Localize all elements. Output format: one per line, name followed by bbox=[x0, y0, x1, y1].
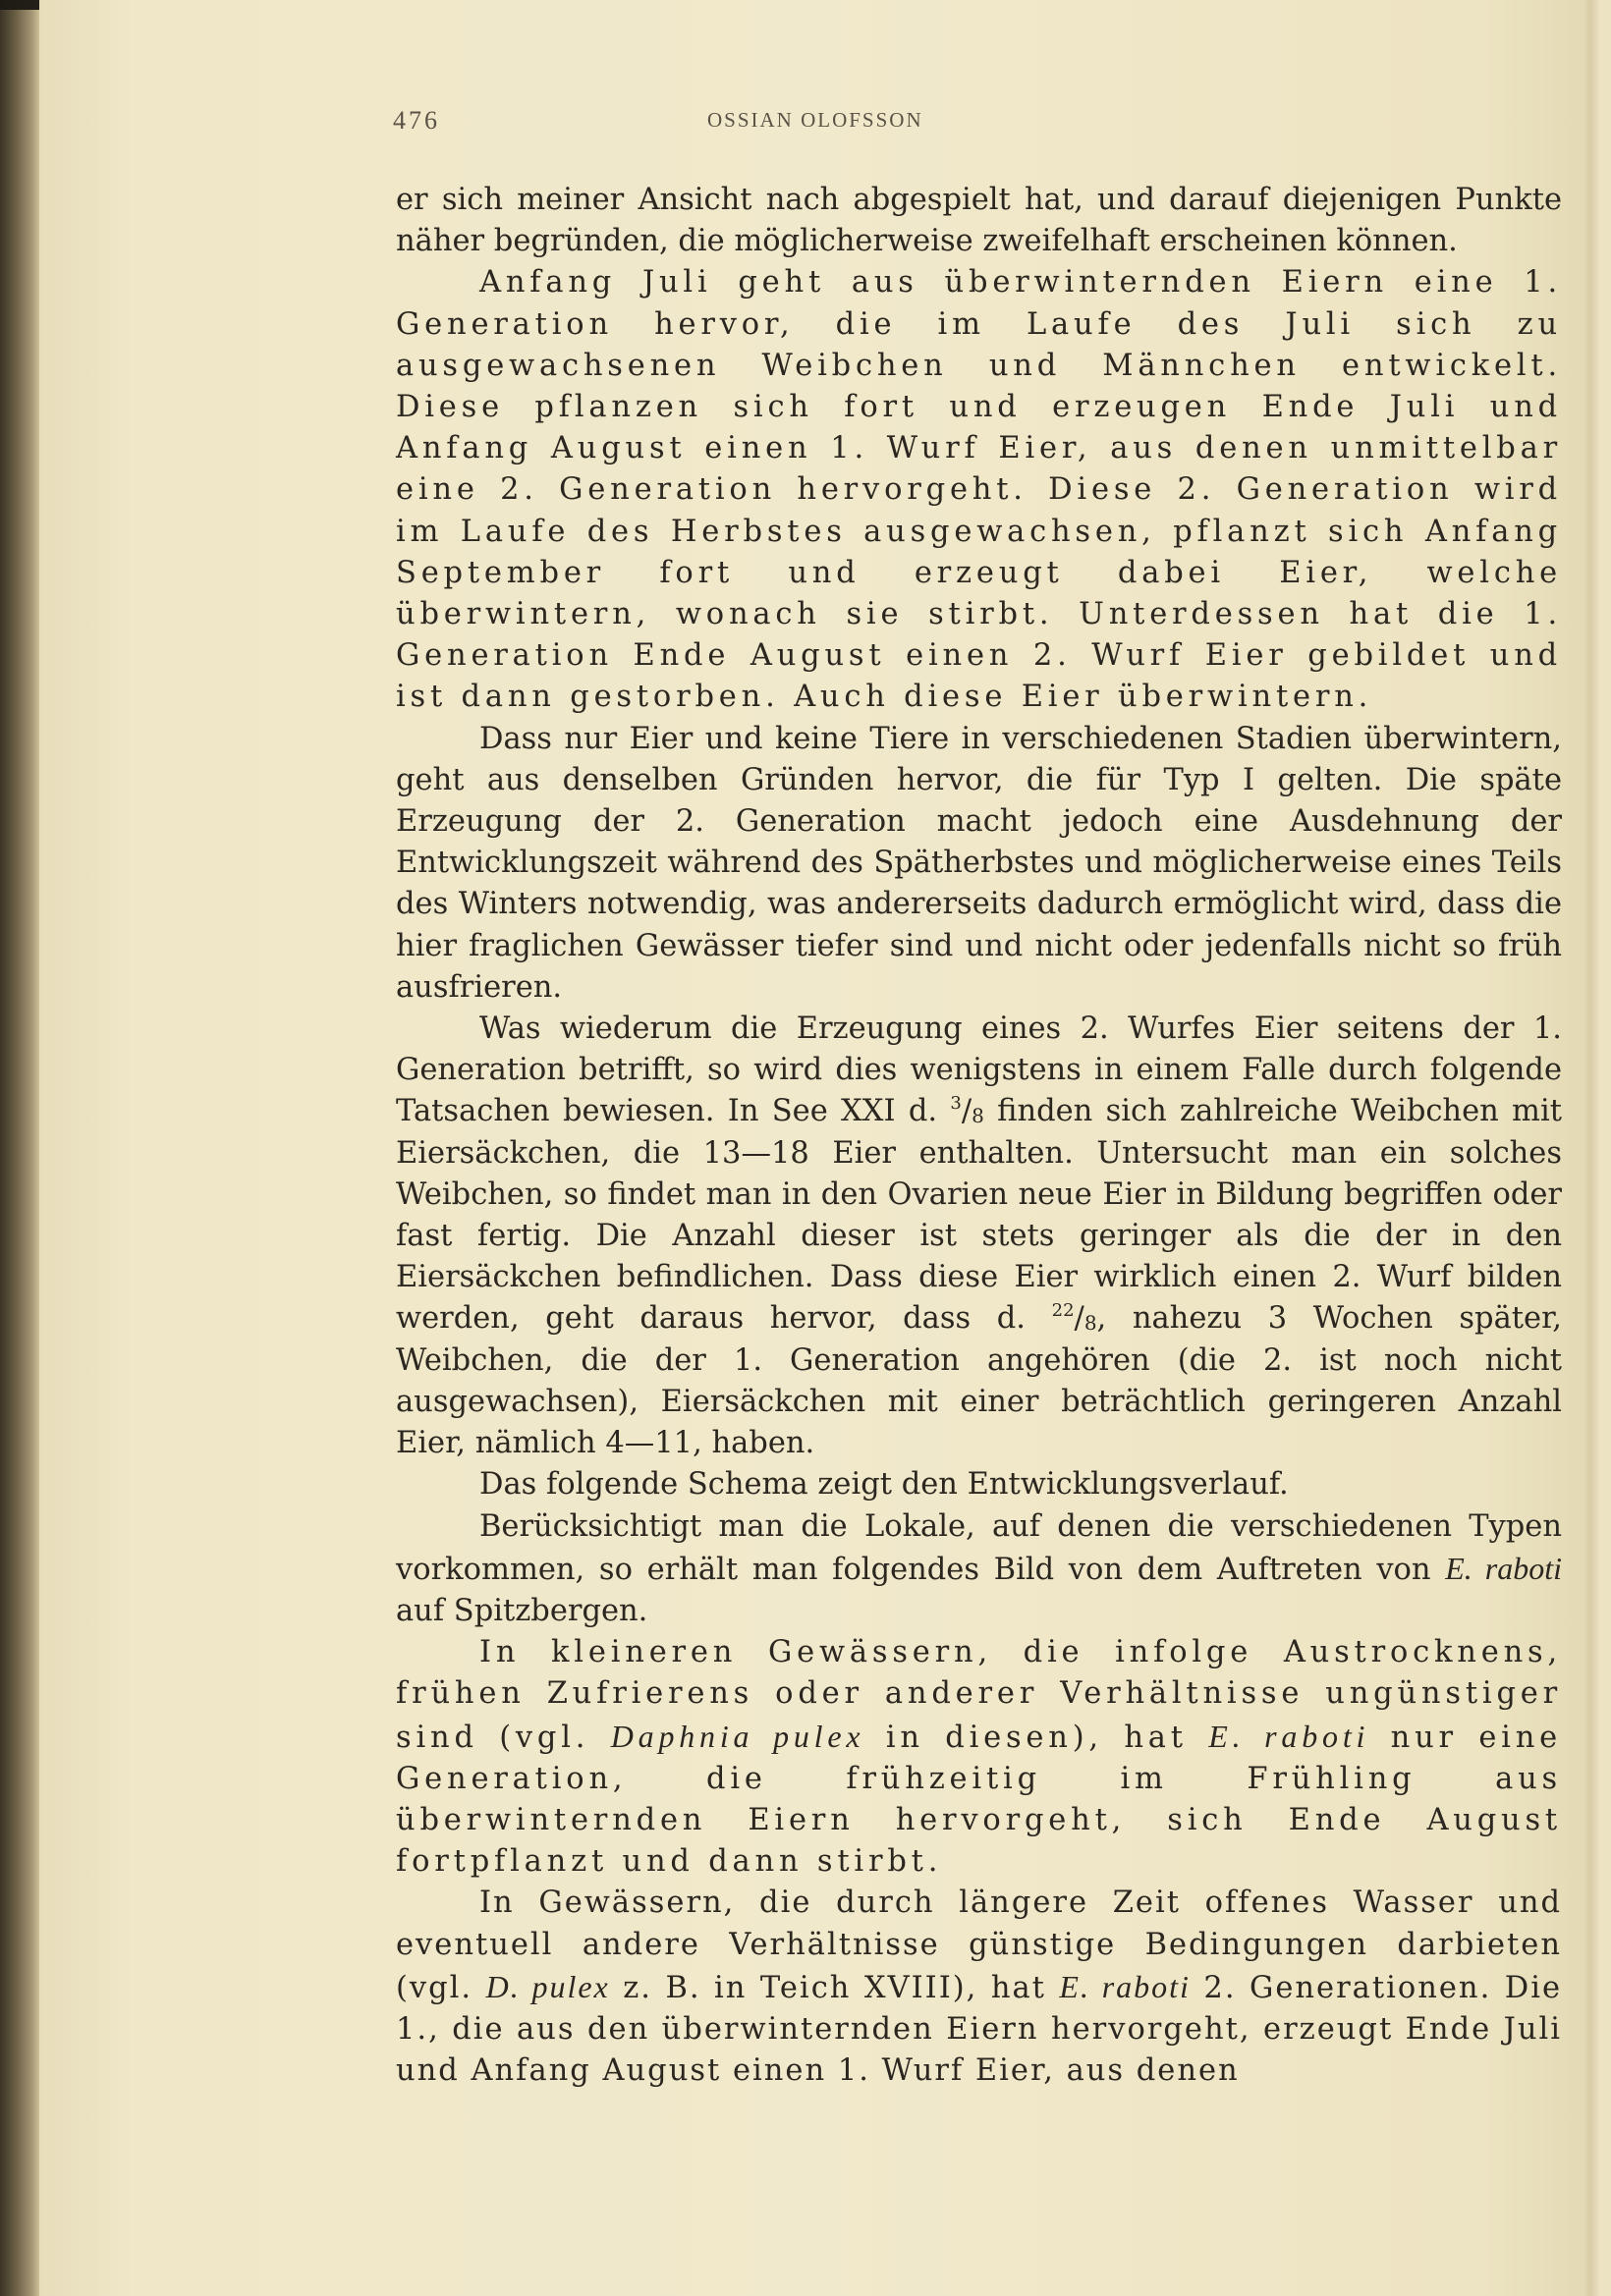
paragraph-7-part-b: in diesen), hat bbox=[885, 1720, 1188, 1755]
paragraph-8-part-b: z. B. in Teich XVIII), hat bbox=[623, 1970, 1046, 2005]
paragraph-8 bbox=[396, 1883, 1562, 2092]
paragraph-7-part-c: nur eine Generation, die frühzeitig im Frühling aus überwinternden Eiern hervorgeht, sich Ende August fortpflanzt und dann stirbt. bbox=[396, 1720, 1563, 1880]
species-name: Daphnia pulex bbox=[610, 1718, 865, 1754]
running-head: OSSIAN OLOFSSON bbox=[707, 108, 923, 132]
paragraph-4: Was wiederum die Erzeugung eines 2. Wurfes Eier seitens der 1. Generation betrifft, so wird dies wenigstens in einem Falle durch folgende Tatsachen bewiesen. In See XXI d. $^3/_8$ finden sich zahlreiche Weibchen mit Eiersäckchen, die 13—18 Eier enthalten. Untersucht man ein solches Weibchen, so findet man in den Ovarien neue Eier in Bildung begriffen oder fast fertig. Die Anzahl dieser ist stets geringer als die der in den Eiersäckchen befindlichen. Dass diese Eier wirklich einen 2. Wurf bilden werden, geht daraus hervor, dass d. $^{22}/_8$, nahezu 3 Wochen später, Weibchen, die der 1. Generation angehören (die 2. ist noch nicht ausgewachsen), Eiersäckchen mit einer beträchtlich geringeren Anzahl Eier, nämlich 4—11, haben. bbox=[396, 1011, 1562, 1461]
paragraph-1: er sich meiner Ansicht nach abgespielt hat, und darauf diejenigen Punkte näher begründen, die möglicherweise zweifelhaft erscheinen können. bbox=[396, 183, 1562, 259]
species-name: E. raboti bbox=[1059, 1968, 1191, 2004]
paragraph-8-part-c: 2. Generationen. Die 1., die aus den überwinternden Eiern hervorgeht, erzeugt Ende Juli und Anfang August einen 1. Wurf Eier, aus denen bbox=[396, 1970, 1562, 2089]
paragraph-6 bbox=[396, 1506, 1562, 1633]
paragraph-4-part-c: , nahezu 3 Wochen später, Weibchen, die der 1. Generation angehören (die 2. ist noch nicht ausgewachsen), Eiersäckchen mit einer beträchtlich geringeren Anzahl Eier, nämlich 4—11, haben. bbox=[396, 1301, 1562, 1461]
page-number: 476 bbox=[393, 106, 440, 135]
date-1-denominator: 8 bbox=[972, 1104, 984, 1128]
body-text bbox=[396, 180, 1562, 2092]
page-header bbox=[393, 106, 1179, 145]
species-name: E. raboti bbox=[1445, 1550, 1563, 1586]
paragraph-2: Anfang Juli geht aus überwinternden Eiern eine 1. Generation hervor, die im Laufe des Juli sich zu ausgewachsenen Weibchen und Männchen entwickelt. Diese pflanzen sich fort und erzeugen Ende Juli und Anfang August einen 1. Wurf Eier, aus denen unmittelbar eine 2. Generation hervorgeht. Diese 2. Generation wird im Laufe des Herbstes ausgewachsen, pflanzt sich Anfang September fort und erzeugt dabei Eier, welche überwintern, wonach sie stirbt. Unterdessen hat die 1. Generation Ende August einen 2. Wurf Eier gebildet und ist dann gestorben. Auch diese Eier überwintern. bbox=[396, 265, 1562, 715]
species-name: E. raboti bbox=[1208, 1718, 1370, 1754]
paragraph-7 bbox=[396, 1632, 1562, 1883]
paragraph-4-part-a: Was wiederum die Erzeugung eines 2. Wurfes Eier seitens der 1. Generation betrifft, so wird dies wenigstens in einem Falle durch folgende Tatsachen bewiesen. In See XXI d. bbox=[396, 1011, 1562, 1129]
book-spine-shadow bbox=[0, 0, 39, 2296]
paragraph-6-part-b: auf Spitzbergen. bbox=[396, 1593, 648, 1628]
date-2-numerator: 22 bbox=[1051, 1300, 1075, 1322]
paragraph-4-part-b: finden sich zahlreiche Weibchen mit Eiersäckchen, die 13—18 Eier enthalten. Untersucht man ein solches Weibchen, so findet man in den Ovarien neue Eier in Bildung begriffen oder fast fertig. Die Anzahl dieser ist stets geringer als die der in den Eiersäckchen befindlichen. Dass diese Eier wirklich einen 2. Wurf bilden werden, geht daraus hervor, dass d. bbox=[396, 1094, 1562, 1337]
paragraph-5: Das folgende Schema zeigt den Entwicklungsverlauf. bbox=[479, 1467, 1289, 1503]
paragraph-7-part-a: In kleineren Gewässern, die infolge Austrocknens, frühen Zufrierens oder anderer Verhältnisse ungünstiger sind (vgl. bbox=[396, 1635, 1562, 1755]
paragraph-6-part-a: Berücksichtigt man die Lokale, auf denen die verschiedenen Typen vorkommen, so erhält man folgendes Bild von dem Auftreten von bbox=[396, 1508, 1562, 1587]
species-name: D. pulex bbox=[485, 1968, 610, 2004]
page-edge bbox=[1583, 0, 1601, 2296]
paragraph-3: Dass nur Eier und keine Tiere in verschiedenen Stadien überwintern, geht aus denselben Gründen hervor, die für Typ I gelten. Die späte Erzeugung der 2. Generation macht jedoch eine Ausdehnung der Entwicklungszeit während des Spätherbstes und möglicherweise eines Teils des Winters notwendig, was andererseits dadurch ermöglicht wird, dass die hier fraglichen Gewässer tiefer sind und nicht oder jedenfalls nicht so früh ausfrieren. bbox=[396, 721, 1562, 1005]
date-2-denominator: 8 bbox=[1083, 1311, 1097, 1336]
paragraph-8-part-a: In Gewässern, die durch längere Zeit offenes Wasser und eventuell andere Verhältnisse günstige Bedingungen darbieten (vgl. bbox=[396, 1886, 1562, 2005]
date-1-numerator: 3 bbox=[950, 1093, 962, 1115]
